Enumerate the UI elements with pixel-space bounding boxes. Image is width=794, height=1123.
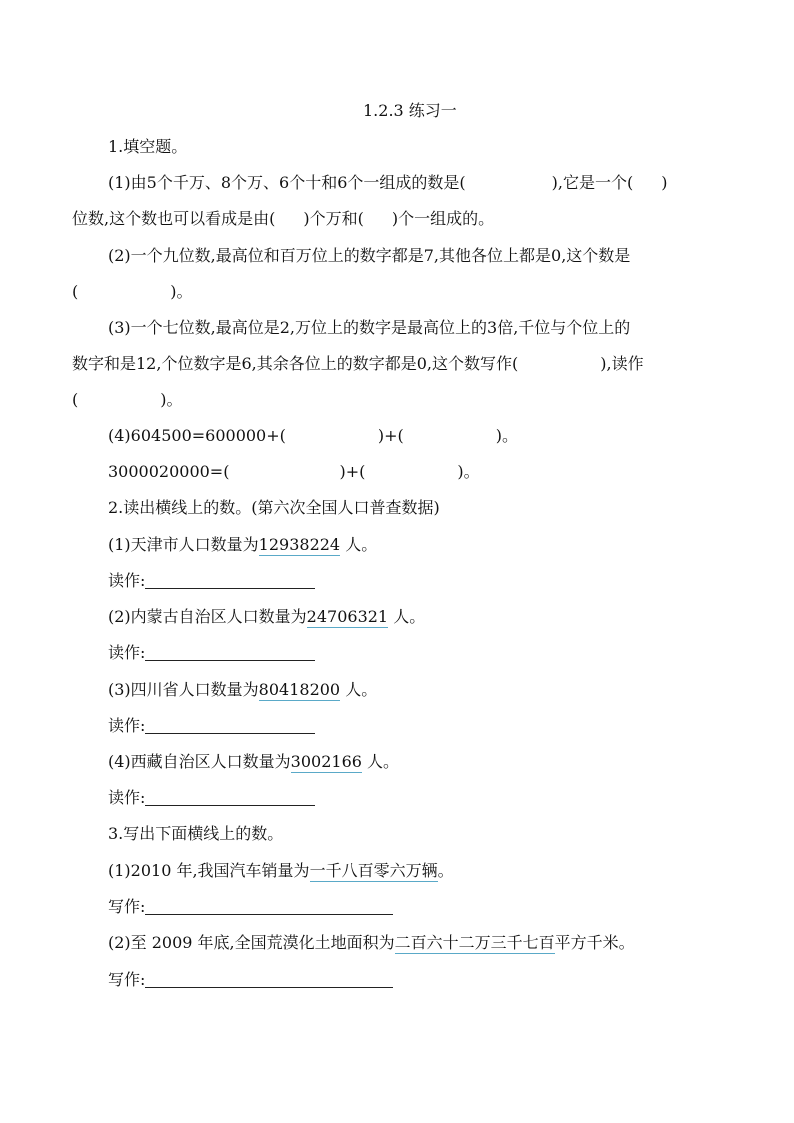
q2-underlined-number: 24706321	[306, 607, 389, 626]
q1-p1-text-e: )个万和(	[303, 209, 364, 228]
q1-p1-text-f: )个一组成的。	[391, 209, 495, 228]
q3-heading: 3.写出下面横线上的数。	[108, 824, 284, 843]
q1-p4-text-d: 3000020000=(	[108, 462, 230, 481]
q2-item-prefix: (2)内蒙古自治区人口数量为	[108, 607, 307, 626]
q1-p4-text-f: )。	[457, 462, 480, 481]
read-label: 读作:	[108, 571, 146, 590]
q2-item	[108, 607, 425, 627]
q1-p2-text-c: )。	[170, 282, 193, 301]
read-label: 读作:	[108, 643, 146, 662]
answer-line[interactable]	[145, 572, 315, 589]
q1-p1-text-b: ),它是一个(	[551, 173, 634, 192]
q3-item-prefix: (1)2010 年,我国汽车销量为	[108, 861, 310, 880]
q3-write-row	[108, 970, 393, 990]
q2-item-prefix: (3)四川省人口数量为	[108, 680, 259, 699]
q3-underlined-number: 二百六十二万三千七百	[394, 933, 555, 952]
q2-item	[108, 535, 377, 555]
q3-item	[108, 861, 454, 881]
q2-underlined-number: 3002166	[290, 752, 362, 771]
q1-part3-line2	[72, 354, 644, 374]
answer-line[interactable]	[145, 717, 315, 734]
q1-part4-line2	[108, 462, 480, 482]
answer-line[interactable]	[145, 971, 393, 988]
q2-item-suffix: 人。	[393, 607, 426, 626]
write-label: 写作:	[108, 970, 146, 989]
page-title: 1.2.3 练习一	[363, 101, 457, 120]
write-label: 写作:	[108, 897, 146, 916]
q3-underlined-number: 一千八百零六万辆	[309, 861, 438, 880]
q2-item-suffix: 人。	[345, 535, 378, 554]
q2-heading: 2.读出横线上的数。(第六次全国人口普查数据)	[108, 498, 440, 517]
q1-part2-line1: (2)一个九位数,最高位和百万位上的数字都是7,其他各位上都是0,这个数是	[108, 246, 631, 265]
q1-part3-line1: (3)一个七位数,最高位是2,万位上的数字是最高位上的3倍,千位与个位上的	[108, 318, 631, 337]
q2-item-suffix: 人。	[367, 752, 400, 771]
q1-p2-text-b: (	[72, 282, 79, 301]
q1-heading: 1.填空题。	[108, 137, 188, 156]
answer-line[interactable]	[145, 898, 393, 915]
q1-p3-text-b: 数字和是12,个位数字是6,其余各位上的数字都是0,这个数写作(	[72, 354, 519, 373]
q1-p1-text-c: )	[661, 173, 668, 192]
q3-item-suffix: 平方千米。	[554, 933, 635, 952]
q1-p4-text-c: )。	[495, 426, 519, 445]
q1-part4-line1	[108, 426, 518, 446]
q2-underlined-number: 12938224	[258, 535, 341, 554]
q1-p1-text-a: (1)由5个千万、8个万、6个十和6个一组成的数是(	[108, 173, 466, 192]
q1-p4-text-e: )+(	[339, 462, 366, 481]
q3-item-prefix: (2)至 2009 年底,全国荒漠化土地面积为	[108, 933, 395, 952]
answer-line[interactable]	[145, 644, 315, 661]
q1-p1-text-d: 位数,这个数也可以看成是由(	[72, 209, 276, 228]
q3-write-row	[108, 897, 393, 917]
q1-part3-line3	[72, 390, 183, 410]
q1-part1-line2	[72, 209, 494, 229]
q2-item-suffix: 人。	[345, 680, 378, 699]
q1-p3-text-c: ),读作	[600, 354, 644, 373]
q3-item-suffix: 。	[437, 861, 454, 880]
q2-item	[108, 680, 377, 700]
q1-p3-text-d: (	[72, 390, 79, 409]
q1-p4-text-a: (4)604500=600000+(	[108, 426, 286, 445]
q1-part1-line1	[108, 173, 667, 193]
read-label: 读作:	[108, 788, 146, 807]
answer-line[interactable]	[145, 789, 315, 806]
q1-p3-text-e: )。	[160, 390, 183, 409]
q1-p4-text-b: )+(	[377, 426, 404, 445]
q2-item-prefix: (4)西藏自治区人口数量为	[108, 752, 291, 771]
q2-read-row	[108, 716, 315, 736]
q2-read-row	[108, 788, 315, 808]
q3-item	[108, 933, 635, 953]
q1-part2-line2	[72, 282, 193, 302]
q2-read-row	[108, 571, 315, 591]
read-label: 读作:	[108, 716, 146, 735]
q2-item	[108, 752, 399, 772]
q2-item-prefix: (1)天津市人口数量为	[108, 535, 259, 554]
q2-underlined-number: 80418200	[258, 680, 341, 699]
q2-read-row	[108, 643, 315, 663]
